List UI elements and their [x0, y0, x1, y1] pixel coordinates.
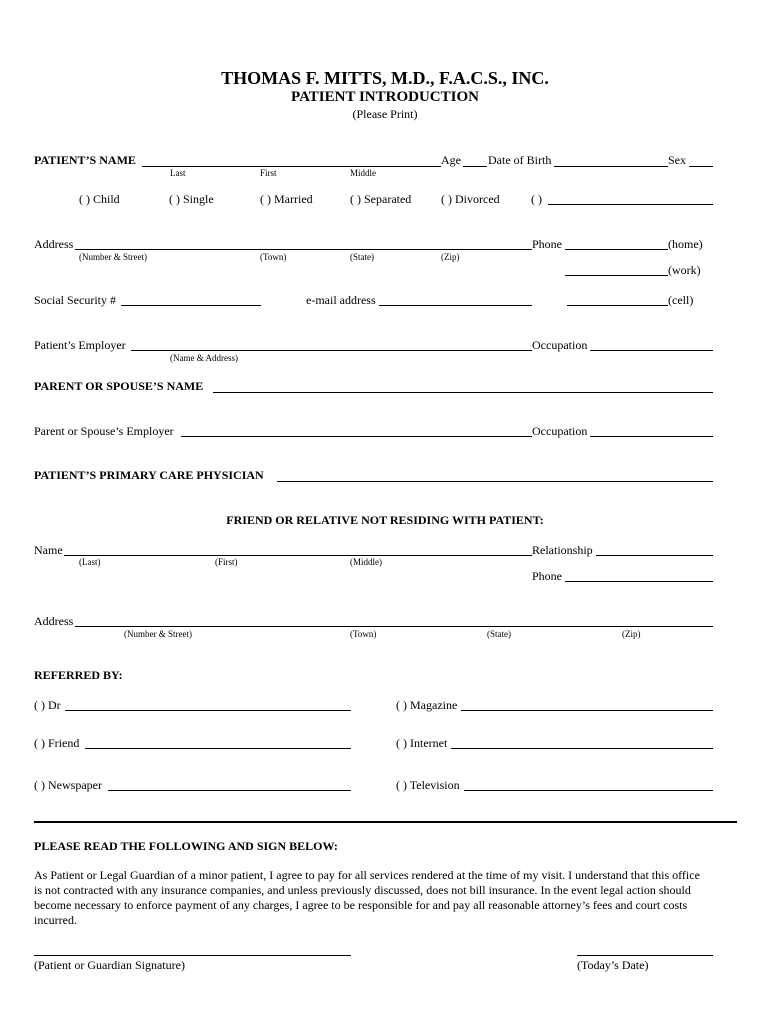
parent-occupation-label: Occupation: [532, 424, 588, 438]
status-other-field[interactable]: [548, 190, 713, 205]
phone-work-field[interactable]: [565, 261, 668, 276]
friend-address-field[interactable]: [75, 612, 713, 627]
sub-town: (Town): [260, 252, 287, 262]
agreement-line-1: As Patient or Legal Guardian of a minor patient, I agree to pay for all services rendered at the time of my visit. I understand that this office: [34, 868, 700, 882]
age-label: Age: [441, 153, 461, 167]
status-other[interactable]: ( ): [531, 192, 542, 206]
referred-dr[interactable]: ( ) Dr: [34, 698, 61, 712]
sub-street: (Number & Street): [79, 252, 147, 262]
address-label: Address: [34, 237, 74, 251]
sex-field[interactable]: [689, 152, 713, 167]
pcp-field[interactable]: [277, 467, 713, 482]
employer-label: Patient’s Employer: [34, 338, 126, 352]
section-divider: [34, 821, 737, 823]
referred-internet[interactable]: ( ) Internet: [396, 736, 448, 750]
pcp-label: PATIENT’S PRIMARY CARE PHYSICIAN: [34, 468, 264, 482]
referred-magazine[interactable]: ( ) Magazine: [396, 698, 458, 712]
referred-newspaper[interactable]: ( ) Newspaper: [34, 778, 102, 792]
agreement-line-3: become necessary to enforce payment of any charges, I agree to be responsible for and pay all reasonable attorney’s fees and court costs: [34, 898, 688, 912]
parent-occupation-field[interactable]: [590, 422, 713, 437]
status-single[interactable]: ( ) Single: [169, 192, 214, 206]
patient-name-label: PATIENT’S NAME: [34, 153, 136, 167]
print-note: (Please Print): [352, 107, 418, 121]
parent-name-field[interactable]: [213, 378, 713, 393]
agreement-line-2: is not contracted with any insurance companies, and unless previously discussed, does not bill insurance. In the event legal action should: [34, 883, 691, 897]
date-label: (Today’s Date): [577, 958, 649, 972]
date-line[interactable]: [577, 955, 713, 956]
parent-employer-field[interactable]: [181, 422, 532, 437]
ssn-label: Social Security #: [34, 293, 116, 307]
referred-television[interactable]: ( ) Television: [396, 778, 460, 792]
dob-field[interactable]: [554, 152, 668, 167]
relationship-label: Relationship: [532, 543, 593, 557]
agreement-line-4: incurred.: [34, 913, 77, 927]
status-divorced[interactable]: ( ) Divorced: [441, 192, 500, 206]
referred-friend-field[interactable]: [85, 734, 351, 749]
sub-first: First: [260, 168, 277, 178]
phone-label: Phone: [532, 237, 562, 251]
friend-phone-field[interactable]: [565, 567, 713, 582]
ssn-field[interactable]: [121, 291, 261, 306]
employer-field[interactable]: [131, 336, 532, 351]
sub-state: (State): [350, 252, 374, 262]
referred-internet-field[interactable]: [451, 734, 713, 749]
parent-employer-label: Parent or Spouse’s Employer: [34, 424, 174, 438]
dob-label: Date of Birth: [488, 153, 552, 167]
sub-zip: (Zip): [441, 252, 460, 262]
email-field[interactable]: [379, 291, 532, 306]
referred-heading: REFERRED BY:: [34, 668, 123, 682]
friend-sub-street: (Number & Street): [124, 629, 192, 639]
friend-sub-last: (Last): [79, 557, 101, 567]
agreement-heading: PLEASE READ THE FOLLOWING AND SIGN BELOW:: [34, 839, 338, 853]
phone-work-label: (work): [668, 263, 701, 277]
status-married[interactable]: ( ) Married: [260, 192, 313, 206]
phone-cell-field[interactable]: [567, 291, 668, 306]
status-separated[interactable]: ( ) Separated: [350, 192, 412, 206]
referred-friend[interactable]: ( ) Friend: [34, 736, 80, 750]
friend-name-field[interactable]: [64, 541, 532, 556]
occupation-field[interactable]: [590, 336, 713, 351]
friend-sub-zip: (Zip): [622, 629, 641, 639]
status-child[interactable]: ( ) Child: [79, 192, 120, 206]
employer-sub: (Name & Address): [170, 353, 238, 363]
referred-television-field[interactable]: [464, 776, 713, 791]
friend-name-label: Name: [34, 543, 63, 557]
phone-home-label: (home): [668, 237, 703, 251]
friend-phone-label: Phone: [532, 569, 562, 583]
referred-newspaper-field[interactable]: [108, 776, 351, 791]
patient-name-field[interactable]: [142, 152, 441, 167]
friend-sub-middle: (Middle): [350, 557, 382, 567]
sex-label: Sex: [668, 153, 686, 167]
phone-home-field[interactable]: [565, 235, 668, 250]
address-field[interactable]: [75, 235, 532, 250]
phone-cell-label: (cell): [668, 293, 694, 307]
occupation-label: Occupation: [532, 338, 588, 352]
referred-dr-field[interactable]: [65, 696, 351, 711]
age-field[interactable]: [463, 152, 487, 167]
signature-label: (Patient or Guardian Signature): [34, 958, 185, 972]
friend-sub-town: (Town): [350, 629, 377, 639]
relationship-field[interactable]: [596, 541, 713, 556]
friend-address-label: Address: [34, 614, 74, 628]
friend-sub-state: (State): [487, 629, 511, 639]
referred-magazine-field[interactable]: [461, 696, 713, 711]
friend-heading: FRIEND OR RELATIVE NOT RESIDING WITH PATIENT:: [226, 513, 544, 527]
form-subtitle: PATIENT INTRODUCTION: [291, 89, 479, 105]
sub-middle: Middle: [350, 168, 376, 178]
form-title: THOMAS F. MITTS, M.D., F.A.C.S., INC.: [221, 68, 549, 88]
parent-name-label: PARENT OR SPOUSE’S NAME: [34, 379, 204, 393]
signature-line[interactable]: [34, 955, 351, 956]
email-label: e-mail address: [306, 293, 376, 307]
sub-last: Last: [170, 168, 186, 178]
friend-sub-first: (First): [215, 557, 238, 567]
